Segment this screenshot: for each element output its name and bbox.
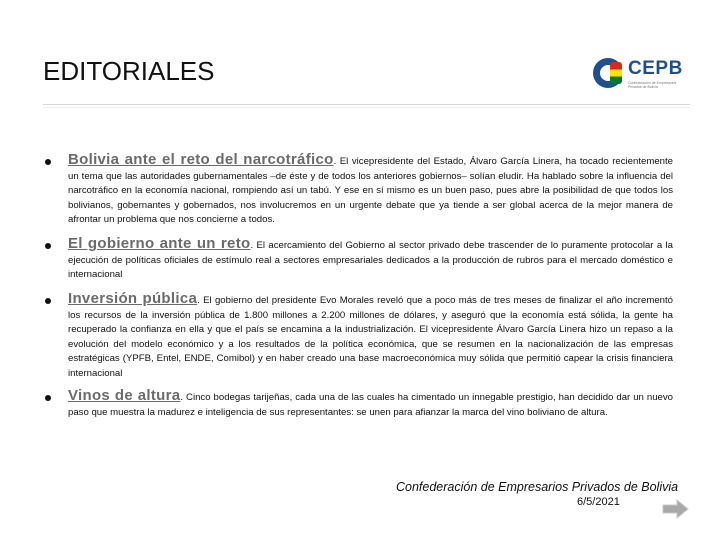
item-body: . El vicepresidente del Estado, Álvaro García Linera, ha tocado recientemente un tema que las autoridades gubernamentales –de éste y de todos los anteriores gobiernos– solían eludir. Ha hablado sobre la influencia del narcotráfico en la economía nacional, rompiendo así un tabú. Y ese en sí mismo es un buen paso, pues abre la posibilidad de que todos los bolivianos, gobernantes y gobernados, nos involucremos en un urgente debate que ya tiende a ser global acerca de la mejor manera de afrontar un problema que nos concierne a todos. (68, 156, 674, 226)
logo-name: CEPB (628, 58, 683, 79)
logo-subtitle: Confederación de Empresarios Privados de Bolivia (628, 81, 677, 89)
bullet-icon (45, 159, 51, 165)
item-heading-link[interactable]: Bolivia ante el reto del narcotráfico (68, 151, 334, 168)
cepb-logo (593, 57, 688, 93)
item-body: . El acercamiento del Gobierno al sector privado debe trascender de lo puramente protocolar a la ejecución de políticas oficiales de estímulo real a sectores empresariales dedicados a la producción de rubros para el mercado doméstico e internacional (68, 240, 674, 281)
page-title: EDITORIALES (43, 56, 215, 86)
item-body: . El gobierno del presidente Evo Morales reveló que a poco más de tres meses de finalizar el año incrementó los recursos de la inversión pública de 1.800 millones a 2.200 millones de dólares, y aseguró que la economía está sólida, la gente ha recuperado la confianza en ella y que el país se encamina a la industrialización. El vicepresidente Álvaro García Linera hizo un repaso a la evolución del modelo económico y a los resultados de la política económica, que se resumen en la nacionalización de las empresas estratégicas (YPFB, Entel, ENDE, Comibol) y en haber creado una base macroeconómica muy sólida que permitió capear la crisis financiera internacional (68, 295, 673, 379)
list-item (45, 389, 673, 420)
list-item (45, 153, 673, 228)
divider (43, 107, 690, 108)
next-arrow-icon[interactable] (662, 499, 689, 519)
item-body: . Cinco bodegas tarijeñas, cada una de las cuales ha cimentado un innegable prestigio, han decidido dar un nuevo paso que muestra la madurez e inteligencia de sus representantes: se unen para afianzar la marca del vino boliviano de altura. (68, 392, 673, 418)
list-item (45, 292, 673, 382)
item-heading-link[interactable]: Inversión pública (68, 290, 198, 307)
bullet-icon (45, 243, 51, 249)
list-item (45, 237, 673, 283)
bullet-icon (45, 395, 51, 401)
logo-flag-icon (610, 62, 622, 84)
item-heading-link[interactable]: Vinos de altura (68, 387, 181, 404)
item-heading-link[interactable]: El gobierno ante un reto (68, 235, 251, 252)
footer-date: 6/5/2021 (577, 496, 620, 508)
divider (43, 104, 690, 105)
footer-organization: Confederación de Empresarios Privados de Bolivia (396, 480, 679, 494)
bullet-icon (45, 298, 51, 304)
